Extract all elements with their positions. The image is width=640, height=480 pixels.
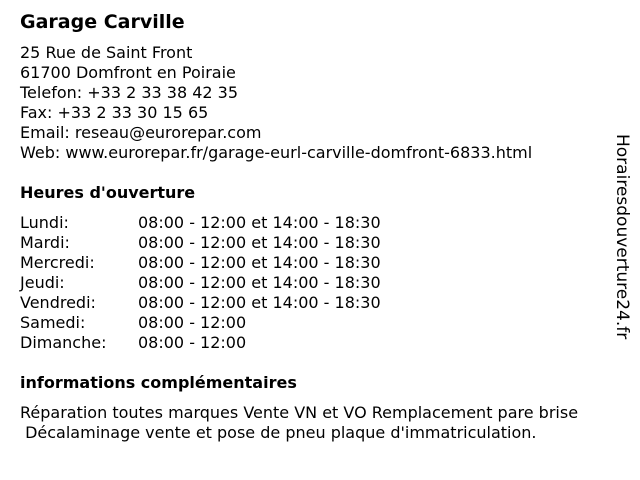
hours-row [20,313,381,333]
hours-row [20,333,381,353]
info-text [20,403,578,443]
site-watermark: Horairesdouverture24.fr [612,134,632,340]
hours-day: Mardi: [20,233,70,252]
hours-row [20,293,381,313]
phone-number: Telefon: +33 2 33 38 42 35 [20,83,239,102]
website-url: Web: www.eurorepar.fr/garage-eurl-carville-domfront-6833.html [20,143,533,162]
hours-row [20,253,381,273]
hours-day: Samedi: [20,313,86,332]
address-line-1: 25 Rue de Saint Front [20,43,193,62]
hours-day: Lundi: [20,213,69,232]
hours-time: 08:00 - 12:00 et 14:00 - 18:30 [138,253,381,272]
hours-time: 08:00 - 12:00 et 14:00 - 18:30 [138,213,381,232]
hours-time: 08:00 - 12:00 et 14:00 - 18:30 [138,273,381,292]
hours-time: 08:00 - 12:00 et 14:00 - 18:30 [138,233,381,252]
contact-block [20,43,532,163]
business-name: Garage Carville [20,11,185,33]
info-line-2: Décalaminage vente et pose de pneu plaque d'immatriculation. [20,423,537,442]
hours-row [20,273,381,293]
info-line-1: Réparation toutes marques Vente VN et VO Remplacement pare brise [20,403,579,422]
address-line-2: 61700 Domfront en Poiraie [20,63,236,82]
hours-table [20,213,381,353]
hours-row [20,233,381,253]
hours-row [20,213,381,233]
hours-heading: Heures d'ouverture [20,183,196,202]
info-heading: informations complémentaires [20,373,297,392]
hours-time: 08:00 - 12:00 [138,333,247,352]
hours-day: Dimanche: [20,333,107,352]
hours-day: Jeudi: [20,273,65,292]
hours-day: Mercredi: [20,253,95,272]
hours-time: 08:00 - 12:00 et 14:00 - 18:30 [138,293,381,312]
hours-day: Vendredi: [20,293,96,312]
fax-number: Fax: +33 2 33 30 15 65 [20,103,209,122]
email-address: Email: reseau@eurorepar.com [20,123,262,142]
hours-time: 08:00 - 12:00 [138,313,247,332]
